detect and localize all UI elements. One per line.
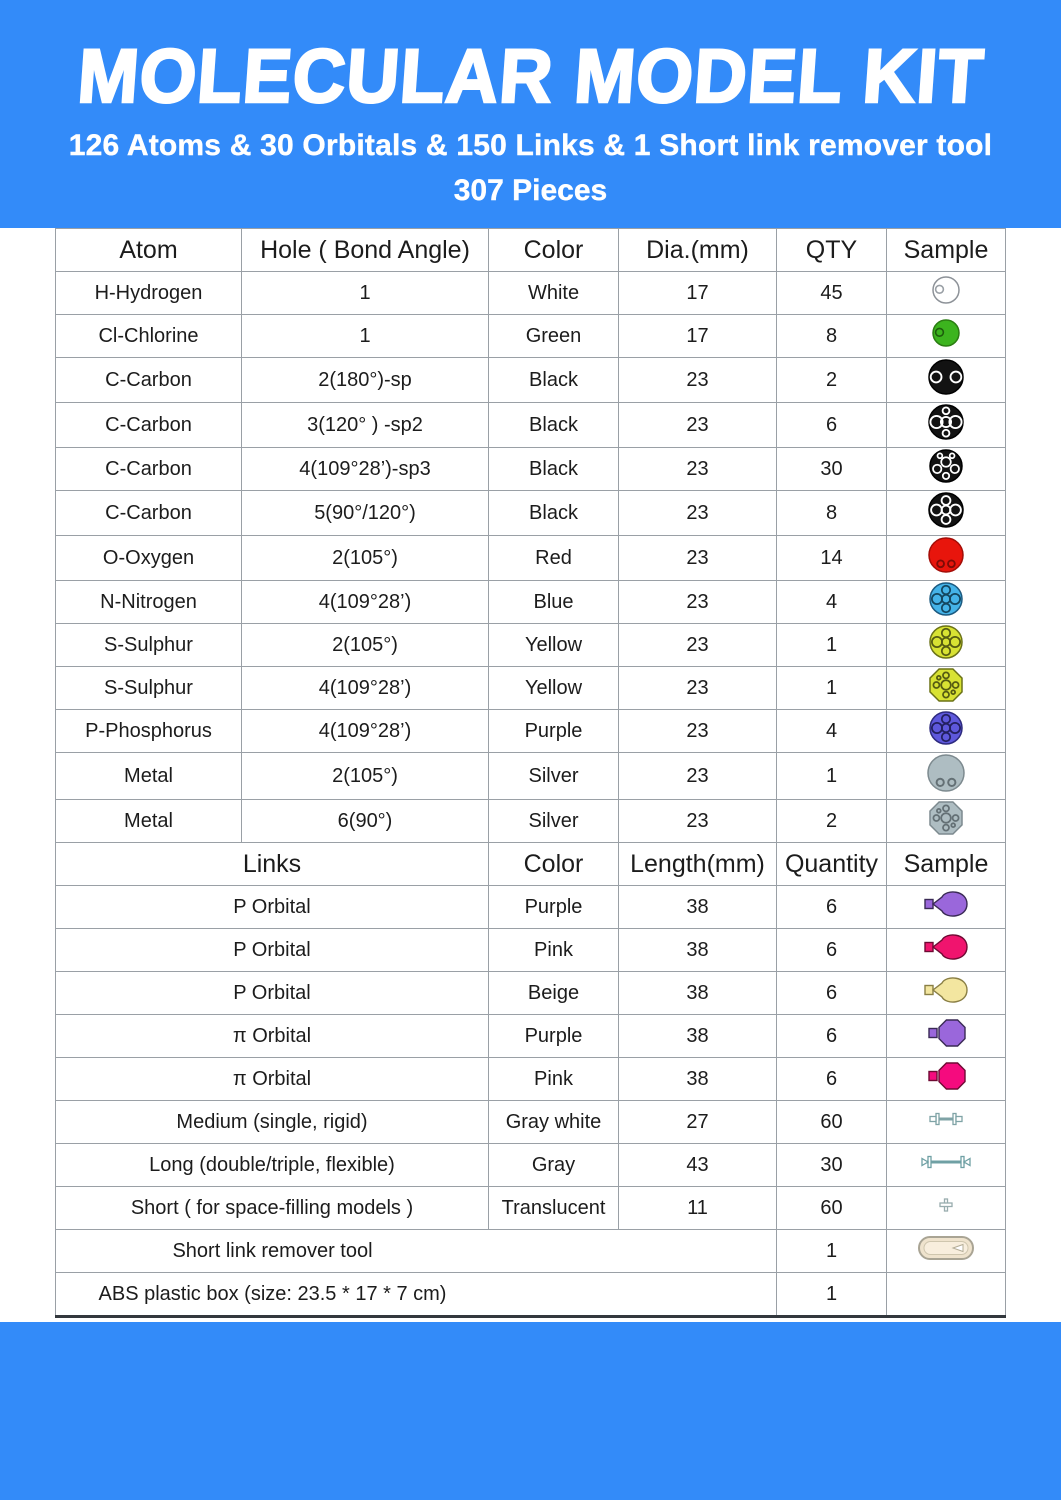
extra-label: ABS plastic box (size: 23.5 * 17 * 7 cm) bbox=[98, 1282, 447, 1305]
atom-name: N-Nitrogen bbox=[56, 581, 242, 624]
atom-hole: 4(109°28’) bbox=[242, 710, 489, 753]
atom-row-hydrogen bbox=[56, 272, 1006, 315]
atom-hole: 4(109°28’) bbox=[242, 667, 489, 710]
medium-link-sample-icon bbox=[927, 1110, 965, 1128]
link-row-pi-orbital-purple bbox=[56, 1015, 1006, 1058]
link-sample-cell bbox=[887, 1187, 1006, 1230]
atom-sample-cell bbox=[887, 753, 1006, 800]
atom-hole: 2(105°) bbox=[242, 624, 489, 667]
atom-qty: 6 bbox=[777, 403, 887, 448]
orbital-balloon-sample-icon bbox=[923, 929, 969, 965]
atom-sample-cell bbox=[887, 800, 1006, 843]
link-qty: 60 bbox=[777, 1187, 887, 1230]
atom-sample-cell bbox=[887, 448, 1006, 491]
link-label: P Orbital bbox=[56, 929, 489, 972]
link-qty: 6 bbox=[777, 886, 887, 929]
link-label: Short ( for space-filling models ) bbox=[56, 1187, 489, 1230]
link-color: Purple bbox=[489, 886, 619, 929]
col-header-hole: Hole ( Bond Angle) bbox=[242, 229, 489, 272]
atom-color: Green bbox=[489, 315, 619, 358]
link-sample-cell bbox=[887, 929, 1006, 972]
link-row-p-orbital-pink bbox=[56, 929, 1006, 972]
atom-qty: 30 bbox=[777, 448, 887, 491]
link-sample-cell bbox=[887, 972, 1006, 1015]
atom-hole: 6(90°) bbox=[242, 800, 489, 843]
atom-color: Silver bbox=[489, 753, 619, 800]
atom-color: Red bbox=[489, 536, 619, 581]
atom-ball-sample-icon bbox=[926, 753, 966, 793]
atom-color: Black bbox=[489, 491, 619, 536]
header-piece-count: 307 Pieces bbox=[453, 174, 608, 207]
atom-row-sulphur-4hole bbox=[56, 667, 1006, 710]
footer-band bbox=[0, 1322, 1061, 1500]
atom-ball-sample-icon bbox=[928, 710, 964, 746]
link-label: π Orbital bbox=[56, 1015, 489, 1058]
link-row-pi-orbital-pink bbox=[56, 1058, 1006, 1101]
link-row-p-orbital-beige bbox=[56, 972, 1006, 1015]
link-length: 38 bbox=[619, 1058, 777, 1101]
atom-sample-cell bbox=[887, 403, 1006, 448]
atom-row-nitrogen bbox=[56, 581, 1006, 624]
header-subtitle: 126 Atoms & 30 Orbitals & 150 Links & 1 Short link remover tool bbox=[68, 129, 993, 162]
atom-sample-cell bbox=[887, 491, 1006, 536]
atom-dia: 23 bbox=[619, 753, 777, 800]
extra-label: Short link remover tool bbox=[172, 1239, 373, 1262]
atom-row-chlorine bbox=[56, 315, 1006, 358]
atom-dia: 23 bbox=[619, 448, 777, 491]
atom-hole: 3(120° ) -sp2 bbox=[242, 403, 489, 448]
long-link-sample-icon bbox=[919, 1153, 973, 1171]
atom-sample-cell bbox=[887, 581, 1006, 624]
link-length: 43 bbox=[619, 1144, 777, 1187]
atom-ball-sample-icon bbox=[928, 448, 964, 484]
extra-qty: 1 bbox=[777, 1230, 887, 1273]
atom-qty: 8 bbox=[777, 315, 887, 358]
extra-sample-cell bbox=[887, 1230, 1006, 1273]
link-color: Pink bbox=[489, 929, 619, 972]
orbital-ball-sample-icon bbox=[923, 1015, 969, 1051]
link-qty: 6 bbox=[777, 929, 887, 972]
atom-ball-sample-icon bbox=[931, 275, 961, 305]
link-color: Beige bbox=[489, 972, 619, 1015]
col-header-qty: QTY bbox=[777, 229, 887, 272]
atom-row-carbon-sp bbox=[56, 358, 1006, 403]
atom-qty: 45 bbox=[777, 272, 887, 315]
link-length: 38 bbox=[619, 929, 777, 972]
link-color: Translucent bbox=[489, 1187, 619, 1230]
link-sample-cell bbox=[887, 1058, 1006, 1101]
link-row-p-orbital-purple bbox=[56, 886, 1006, 929]
atom-row-metal-2hole bbox=[56, 753, 1006, 800]
atom-name: H-Hydrogen bbox=[56, 272, 242, 315]
atom-row-sulphur-2hole bbox=[56, 624, 1006, 667]
extra-row-abs-box bbox=[56, 1273, 1006, 1317]
link-qty: 6 bbox=[777, 972, 887, 1015]
link-sample-cell bbox=[887, 886, 1006, 929]
atom-ball-sample-icon bbox=[931, 318, 961, 348]
link-length: 27 bbox=[619, 1101, 777, 1144]
link-length: 38 bbox=[619, 972, 777, 1015]
atom-hole: 4(109°28’) bbox=[242, 581, 489, 624]
link-label: Medium (single, rigid) bbox=[56, 1101, 489, 1144]
atom-dia: 23 bbox=[619, 536, 777, 581]
atom-qty: 1 bbox=[777, 667, 887, 710]
link-qty: 60 bbox=[777, 1101, 887, 1144]
atom-dia: 17 bbox=[619, 315, 777, 358]
link-color: Purple bbox=[489, 1015, 619, 1058]
atom-color: Black bbox=[489, 403, 619, 448]
atom-dia: 23 bbox=[619, 403, 777, 448]
extra-sample-cell bbox=[887, 1273, 1006, 1317]
remover-tool-sample-icon bbox=[917, 1234, 975, 1262]
atom-qty: 1 bbox=[777, 624, 887, 667]
col-header-quantity: Quantity bbox=[777, 843, 887, 886]
atom-sample-cell bbox=[887, 710, 1006, 753]
atom-color: Silver bbox=[489, 800, 619, 843]
link-label: P Orbital bbox=[56, 886, 489, 929]
link-length: 38 bbox=[619, 1015, 777, 1058]
link-label: Long (double/triple, flexible) bbox=[56, 1144, 489, 1187]
atom-row-carbon-sp2 bbox=[56, 403, 1006, 448]
link-sample-cell bbox=[887, 1015, 1006, 1058]
link-qty: 6 bbox=[777, 1058, 887, 1101]
orbital-balloon-sample-icon bbox=[923, 886, 969, 922]
page-title: MOLECULAR MODEL KIT bbox=[74, 34, 987, 119]
atom-qty: 8 bbox=[777, 491, 887, 536]
atom-row-oxygen bbox=[56, 536, 1006, 581]
atom-ball-sample-icon bbox=[927, 358, 965, 396]
col-header-atom: Atom bbox=[56, 229, 242, 272]
atom-color: Yellow bbox=[489, 667, 619, 710]
atom-qty: 14 bbox=[777, 536, 887, 581]
extra-label-cell bbox=[56, 1273, 777, 1317]
atom-color: White bbox=[489, 272, 619, 315]
atom-name: S-Sulphur bbox=[56, 667, 242, 710]
spec-table bbox=[55, 228, 1006, 1318]
atom-color: Black bbox=[489, 358, 619, 403]
atom-ball-sample-icon bbox=[928, 581, 964, 617]
atom-name: C-Carbon bbox=[56, 358, 242, 403]
extra-label-cell bbox=[56, 1230, 777, 1273]
link-qty: 30 bbox=[777, 1144, 887, 1187]
col-header-color: Color bbox=[489, 229, 619, 272]
link-length: 38 bbox=[619, 886, 777, 929]
atom-dia: 23 bbox=[619, 710, 777, 753]
atom-color: Black bbox=[489, 448, 619, 491]
col-header-dia: Dia.(mm) bbox=[619, 229, 777, 272]
atom-name: Metal bbox=[56, 753, 242, 800]
col-header-links-sample: Sample bbox=[887, 843, 1006, 886]
atom-qty: 4 bbox=[777, 710, 887, 753]
link-color: Gray white bbox=[489, 1101, 619, 1144]
link-color: Gray bbox=[489, 1144, 619, 1187]
atom-color: Yellow bbox=[489, 624, 619, 667]
link-sample-cell bbox=[887, 1144, 1006, 1187]
atom-ball-sample-icon bbox=[928, 624, 964, 660]
link-length: 11 bbox=[619, 1187, 777, 1230]
atom-ball-sample-icon bbox=[928, 667, 964, 703]
atom-sample-cell bbox=[887, 358, 1006, 403]
atom-hole: 1 bbox=[242, 272, 489, 315]
atom-ball-sample-icon bbox=[927, 536, 965, 574]
atom-row-carbon-sp3 bbox=[56, 448, 1006, 491]
atom-name: C-Carbon bbox=[56, 448, 242, 491]
link-row-long bbox=[56, 1144, 1006, 1187]
link-row-medium bbox=[56, 1101, 1006, 1144]
short-link-sample-icon bbox=[938, 1196, 954, 1214]
atom-hole: 4(109°28’)-sp3 bbox=[242, 448, 489, 491]
col-header-links-color: Color bbox=[489, 843, 619, 886]
atom-color: Blue bbox=[489, 581, 619, 624]
atom-dia: 23 bbox=[619, 667, 777, 710]
atom-row-carbon-5hole bbox=[56, 491, 1006, 536]
atom-name: C-Carbon bbox=[56, 491, 242, 536]
atom-hole: 2(105°) bbox=[242, 536, 489, 581]
atom-sample-cell bbox=[887, 624, 1006, 667]
atom-dia: 23 bbox=[619, 624, 777, 667]
header-banner bbox=[0, 0, 1061, 228]
atom-qty: 2 bbox=[777, 358, 887, 403]
atom-sample-cell bbox=[887, 667, 1006, 710]
link-color: Pink bbox=[489, 1058, 619, 1101]
link-label: P Orbital bbox=[56, 972, 489, 1015]
atom-color: Purple bbox=[489, 710, 619, 753]
link-sample-cell bbox=[887, 1101, 1006, 1144]
atom-name: O-Oxygen bbox=[56, 536, 242, 581]
atom-qty: 1 bbox=[777, 753, 887, 800]
atom-name: Metal bbox=[56, 800, 242, 843]
atom-name: P-Phosphorus bbox=[56, 710, 242, 753]
atom-dia: 17 bbox=[619, 272, 777, 315]
atom-name: C-Carbon bbox=[56, 403, 242, 448]
atom-ball-sample-icon bbox=[927, 491, 965, 529]
orbital-ball-sample-icon bbox=[923, 1058, 969, 1094]
spec-sheet bbox=[0, 228, 1061, 1322]
atom-qty: 4 bbox=[777, 581, 887, 624]
atom-hole: 2(180°)-sp bbox=[242, 358, 489, 403]
extra-row-remover-tool bbox=[56, 1230, 1006, 1273]
atom-hole: 5(90°/120°) bbox=[242, 491, 489, 536]
atom-ball-sample-icon bbox=[928, 800, 964, 836]
atom-hole: 1 bbox=[242, 315, 489, 358]
atom-sample-cell bbox=[887, 272, 1006, 315]
atom-name: S-Sulphur bbox=[56, 624, 242, 667]
atom-qty: 2 bbox=[777, 800, 887, 843]
atom-dia: 23 bbox=[619, 491, 777, 536]
links-header-row bbox=[56, 843, 1006, 886]
link-qty: 6 bbox=[777, 1015, 887, 1058]
col-header-length: Length(mm) bbox=[619, 843, 777, 886]
atom-hole: 2(105°) bbox=[242, 753, 489, 800]
col-header-links: Links bbox=[56, 843, 489, 886]
extra-qty: 1 bbox=[777, 1273, 887, 1317]
orbital-balloon-sample-icon bbox=[923, 972, 969, 1008]
atom-dia: 23 bbox=[619, 358, 777, 403]
atom-ball-sample-icon bbox=[927, 403, 965, 441]
link-row-short bbox=[56, 1187, 1006, 1230]
atoms-header-row bbox=[56, 229, 1006, 272]
atom-row-metal-6hole bbox=[56, 800, 1006, 843]
atom-name: Cl-Chlorine bbox=[56, 315, 242, 358]
link-label: π Orbital bbox=[56, 1058, 489, 1101]
atom-dia: 23 bbox=[619, 581, 777, 624]
atom-row-phosphorus bbox=[56, 710, 1006, 753]
col-header-sample: Sample bbox=[887, 229, 1006, 272]
atom-sample-cell bbox=[887, 315, 1006, 358]
atom-dia: 23 bbox=[619, 800, 777, 843]
atom-sample-cell bbox=[887, 536, 1006, 581]
